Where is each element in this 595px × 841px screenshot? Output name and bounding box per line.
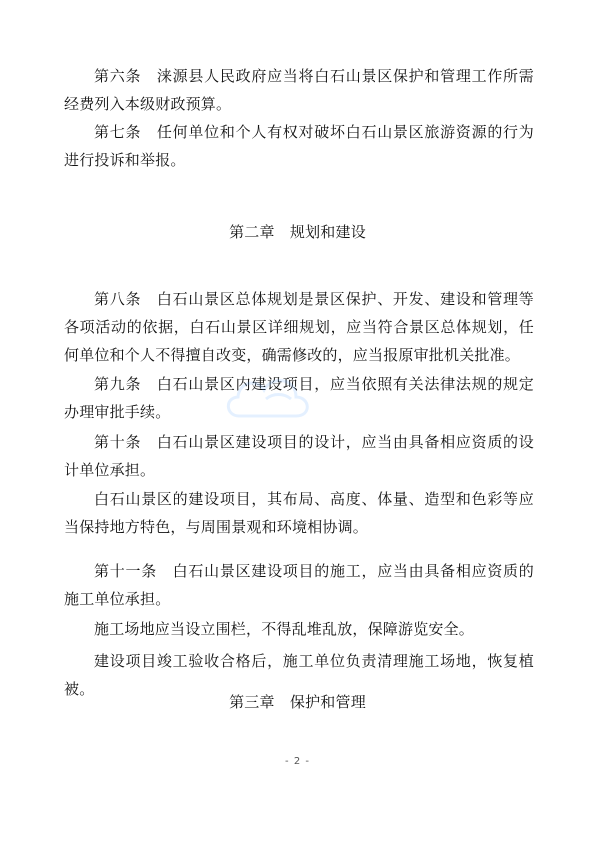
chapter-3-heading: 第三章 保护和管理: [229, 693, 366, 711]
page-number: - 2 -: [285, 756, 310, 767]
acceptance-cleanup-paragraph: 建设项目竣工验收合格后，施工单位负责清理施工场地，恢复植被。: [64, 652, 534, 698]
article-7-paragraph: 第七条 任何单位和个人有权对破坏白石山景区旅游资源的行为进行投诉和举报。: [64, 123, 534, 169]
article-8-paragraph: 第八条 白石山景区总体规划是景区保护、开发、建设和管理等各项活动的依据，白石山景区详细规划，应当符合景区总体规划，任何单位和个人不得擅自改变，确需修改的，应当报原审批机关批准。: [64, 290, 534, 364]
article-10-continuation-paragraph: 白石山景区的建设项目，其布局、高度、体量、造型和色彩等应当保持地方特色，与周围景观和环境相协调。: [64, 490, 534, 536]
chapter-2-heading: 第二章 规划和建设: [229, 223, 366, 241]
article-6-paragraph: 第六条 涞源县人民政府应当将白石山景区保护和管理工作所需经费列入本级财政预算。: [64, 67, 534, 113]
article-9-paragraph: 第九条 白石山景区内建设项目，应当依照有关法律法规的规定办理审批手续。: [64, 375, 534, 421]
article-11-paragraph: 第十一条 白石山景区建设项目的施工，应当由具备相应资质的施工单位承担。: [64, 562, 534, 608]
article-10-paragraph: 第十条 白石山景区建设项目的设计，应当由具备相应资质的设计单位承担。: [64, 433, 534, 479]
construction-site-paragraph: 施工场地应当设立围栏，不得乱堆乱放，保障游览安全。: [94, 620, 475, 638]
